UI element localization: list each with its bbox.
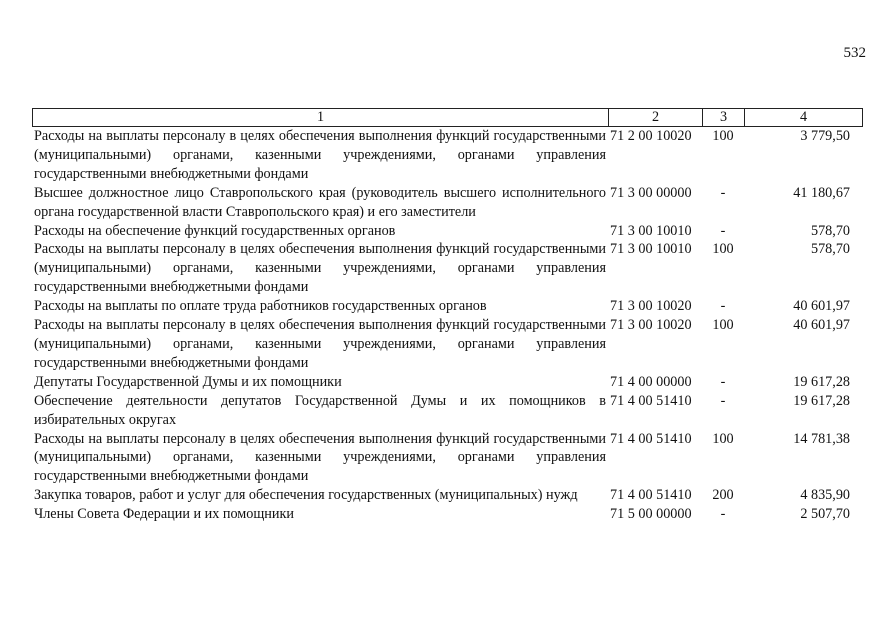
row-amount: 41 180,67 [793,184,850,201]
row-amount: 40 601,97 [793,298,850,315]
row-type: - [720,184,726,201]
row-type: - [720,506,726,523]
row-amount: 40 601,97 [793,317,850,334]
row-amount: 14 781,38 [793,430,850,447]
row-amount: 4 835,90 [800,487,850,504]
table-row [34,127,864,184]
table-row [34,316,864,373]
header-col-3: 3 [703,109,745,126]
table-row [34,297,864,316]
table-body [34,127,864,524]
page-number: 532 [843,45,866,61]
row-amount: 19 617,28 [793,392,850,409]
row-name: Закупка товаров, работ и услуг для обеспечения государственных (муниципальных) нужд [34,487,578,504]
row-code: 71 3 00 00000 [610,184,692,201]
row-name: Высшее должностное лицо Ставропольского края (руководитель высшего исполнительного органа государственной власти Ставропольского края) и его заместители [34,184,606,220]
row-code: 71 4 00 51410 [610,430,692,447]
row-amount: 2 507,70 [800,506,850,523]
row-name: Расходы на выплаты по оплате труда работников государственных органов [34,298,487,315]
row-code: 71 4 00 51410 [610,487,692,504]
table-row [34,505,864,524]
row-code: 71 4 00 00000 [610,373,692,390]
table-row [34,430,864,487]
row-name: Расходы на выплаты персоналу в целях обеспечения выполнения функций государственными (муниципальными) органами, казенными учреждениями, органами управления государственными внебюджетными фондами [34,430,606,485]
row-type: 100 [712,241,734,258]
row-code: 71 3 00 10010 [610,222,692,239]
table-row [34,392,864,430]
row-type: - [720,392,726,409]
row-type: - [720,373,726,390]
table-row [34,222,864,241]
row-name: Обеспечение деятельности депутатов Государственной Думы и их помощников в избирательных округах [34,392,606,428]
table-row [34,373,864,392]
row-name: Депутаты Государственной Думы и их помощники [34,373,342,390]
row-type: - [720,298,726,315]
row-amount: 578,70 [810,222,850,239]
row-code: 71 3 00 10020 [610,317,692,334]
header-col-1: 1 [33,109,609,126]
table-row [34,486,864,505]
row-code: 71 3 00 10020 [610,298,692,315]
row-name: Расходы на выплаты персоналу в целях обеспечения выполнения функций государственными (муниципальными) органами, казенными учреждениями, органами управления государственными внебюджетными фондами [34,128,606,182]
table-row [34,240,864,297]
table-header [32,108,863,127]
row-name: Члены Совета Федерации и их помощники [34,506,294,523]
row-type: 100 [712,317,734,334]
row-type: 100 [712,430,734,447]
row-code: 71 3 00 10010 [610,241,692,258]
row-code: 71 2 00 10020 [610,128,692,144]
header-col-4: 4 [799,109,808,125]
row-name: Расходы на выплаты персоналу в целях обеспечения выполнения функций государственными (муниципальными) органами, казенными учреждениями, органами управления государственными внебюджетными фондами [34,317,606,371]
header-col-2: 2 [609,109,703,126]
row-amount: 578,70 [810,241,850,258]
row-name: Расходы на обеспечение функций государственных органов [34,222,396,239]
table-row [34,184,864,222]
row-amount: 3 779,50 [800,128,850,144]
row-type: - [720,222,726,239]
row-amount: 19 617,28 [793,373,850,390]
row-type: 100 [712,128,734,144]
row-code: 71 4 00 51410 [610,392,692,409]
row-code: 71 5 00 00000 [610,506,692,523]
row-type: 200 [712,487,734,504]
row-name: Расходы на выплаты персоналу в целях обеспечения выполнения функций государственными (муниципальными) органами, казенными учреждениями, органами управления государственными внебюджетными фондами [34,241,606,296]
